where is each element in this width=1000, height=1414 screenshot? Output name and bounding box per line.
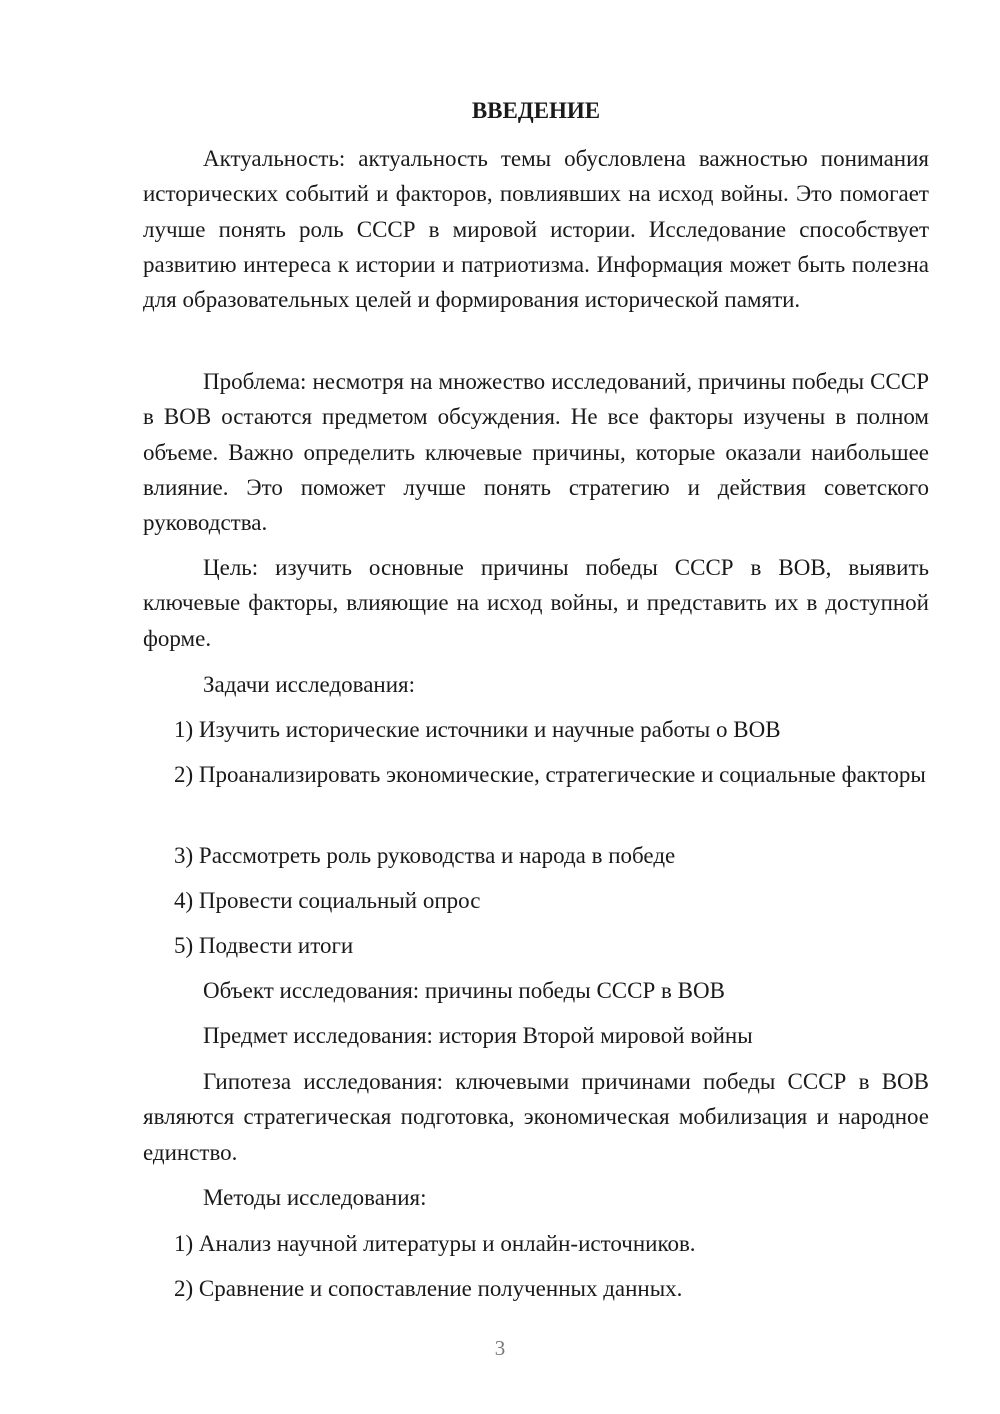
- page-title: ВВЕДЕНИЕ: [471, 98, 601, 123]
- hypothesis-paragraph: Гипотеза исследования: ключевыми причинами победы СССР в ВОВ являются стратегическая подготовка, экономическая мобилизация и народное единство.: [143, 1069, 929, 1165]
- method-item: 2) Сравнение и сопоставление полученных данных.: [174, 1276, 683, 1301]
- methods-heading: Методы исследования:: [203, 1185, 427, 1210]
- task-item: 2) Проанализировать экономические, стратегические и социальные факторы: [174, 762, 926, 787]
- task-item: 1) Изучить исторические источники и научные работы о ВОВ: [174, 717, 781, 742]
- goal-paragraph: Цель: изучить основные причины победы СССР в ВОВ, выявить ключевые факторы, влияющие на исход войны, и представить их в доступной форме.: [143, 555, 929, 651]
- tasks-heading: Задачи исследования:: [203, 672, 416, 697]
- task-item: 5) Подвести итоги: [174, 933, 354, 958]
- method-item: 1) Анализ научной литературы и онлайн-источников.: [174, 1231, 696, 1256]
- object-paragraph: Объект исследования: причины победы СССР в ВОВ: [203, 978, 725, 1003]
- task-item: 4) Провести социальный опрос: [174, 888, 481, 913]
- task-item: 3) Рассмотреть роль руководства и народа в победе: [174, 843, 676, 868]
- subject-paragraph: Предмет исследования: история Второй мировой войны: [203, 1023, 753, 1048]
- page-number: 3: [494, 1336, 506, 1360]
- relevance-paragraph: Актуальность: актуальность темы обусловлена важностью понимания исторических событий и факторов, повлиявших на исход войны. Это помогает лучше понять роль СССР в мировой истории. Исследование способствует развитию интереса к истории и патриотизма. Информация может быть полезна для образовательных целей и формирования исторической памяти.: [143, 146, 929, 313]
- problem-paragraph: Проблема: несмотря на множество исследований, причины победы СССР в ВОВ остаются предметом обсуждения. Не все факторы изучены в полном объеме. Важно определить ключевые причины, которые оказали наибольшее влияние. Это поможет лучше понять стратегию и действия советского руководства.: [143, 369, 929, 536]
